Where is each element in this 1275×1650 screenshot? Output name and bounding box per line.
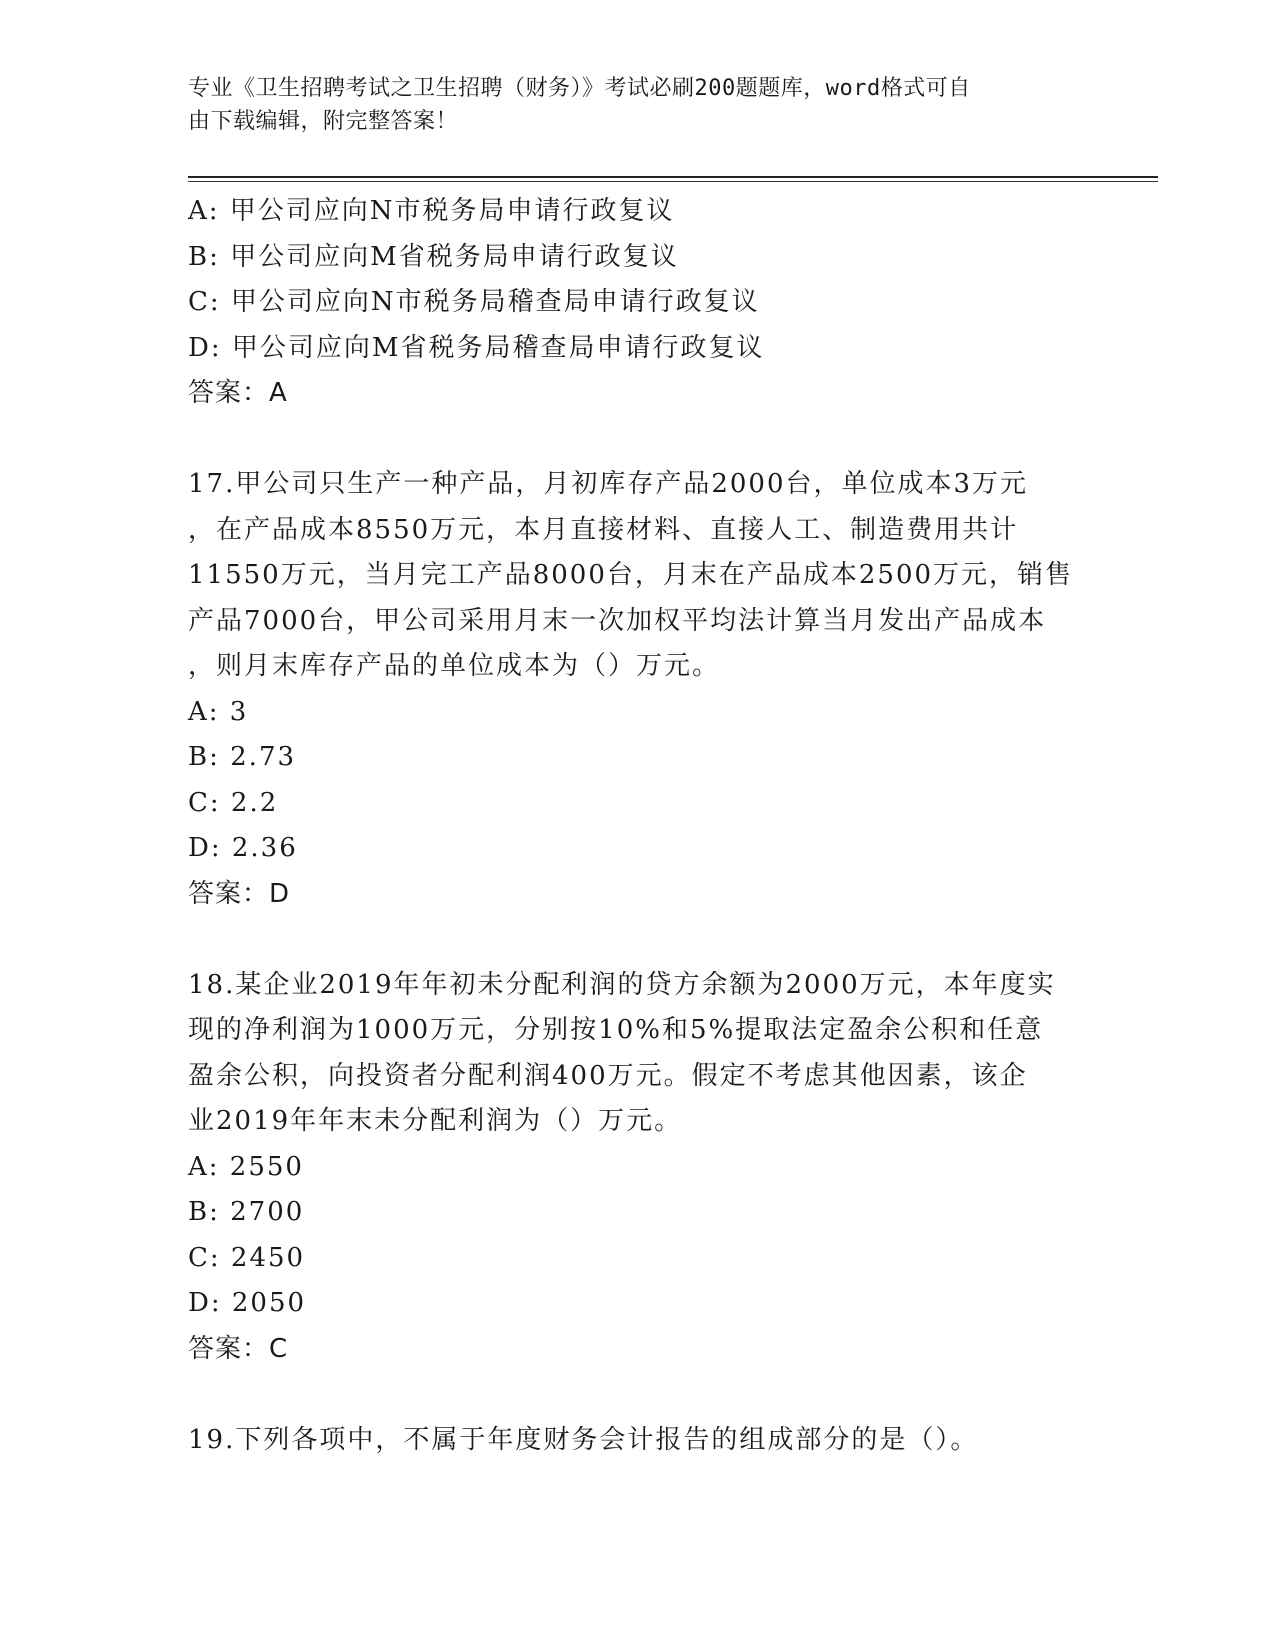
document-header <box>188 72 1068 138</box>
option-b: B: 2.73 <box>188 742 297 772</box>
question-stem-line: ，在产品成本8550万元，本月直接材料、直接人工、制造费用共计 <box>188 514 1019 545</box>
question-19 <box>188 1418 1088 1464</box>
question-content <box>188 189 1088 1463</box>
option-c: C: 甲公司应向N市税务局稽查局申请行政复议 <box>188 287 760 317</box>
option-b: B: 甲公司应向M省税务局申请行政复议 <box>188 241 679 272</box>
option-c: C: 2450 <box>188 1242 306 1273</box>
question-stem-line: 19.下列各项中，不属于年度财务会计报告的组成部分的是（）。 <box>188 1424 979 1455</box>
question-stem-line: 11550万元，当月完工产品8000台，月末在产品成本2500万元，销售 <box>188 560 1074 590</box>
question-stem-line: 产品7000台，甲公司采用月末一次加权平均法计算当月发出产品成本 <box>188 605 1047 636</box>
question-stem-line: 18.某企业2019年年初未分配利润的贷方余额为2000万元，本年度实 <box>188 969 1056 1000</box>
question-18 <box>188 963 1088 1373</box>
question-17 <box>188 462 1088 917</box>
answer-line: 答案：D <box>188 878 291 909</box>
question-stem-line: 业2019年年末未分配利润为（）万元。 <box>188 1106 683 1136</box>
option-d: D: 甲公司应向M省税务局稽查局申请行政复议 <box>188 332 765 363</box>
question-stem-line: ，则月末库存产品的单位成本为（）万元。 <box>188 651 721 681</box>
option-a: A: 2550 <box>188 1151 304 1182</box>
answer-line: 答案：A <box>188 378 288 408</box>
header-title-line-1: 专业《卫生招聘考试之卫生招聘（财务）》考试必刷200题题库，word格式可自 <box>188 76 971 101</box>
answer-line: 答案：C <box>188 1333 289 1364</box>
question-16 <box>188 189 1088 417</box>
question-stem-line: 盈余公积，向投资者分配利润400万元。假定不考虑其他因素，该企 <box>188 1060 1028 1091</box>
header-divider-thin <box>188 181 1158 182</box>
spacer <box>188 417 1088 463</box>
option-a: A: 甲公司应向N市税务局申请行政复议 <box>188 196 675 226</box>
option-d: D: 2.36 <box>188 833 298 863</box>
spacer <box>188 1372 1088 1418</box>
option-b: B: 2700 <box>188 1197 305 1227</box>
question-stem-line: 现的净利润为1000万元，分别按10%和5%提取法定盈余公积和任意 <box>188 1015 1044 1045</box>
option-a: A: 3 <box>188 696 249 727</box>
option-c: C: 2.2 <box>188 787 279 818</box>
spacer <box>188 917 1088 963</box>
option-d: D: 2050 <box>188 1288 307 1318</box>
header-title-line-2: 由下载编辑，附完整答案！ <box>188 109 459 134</box>
question-stem-line: 17.甲公司只生产一种产品，月初库存产品2000台，单位成本3万元 <box>188 469 1029 499</box>
header-divider-thick <box>188 176 1158 178</box>
